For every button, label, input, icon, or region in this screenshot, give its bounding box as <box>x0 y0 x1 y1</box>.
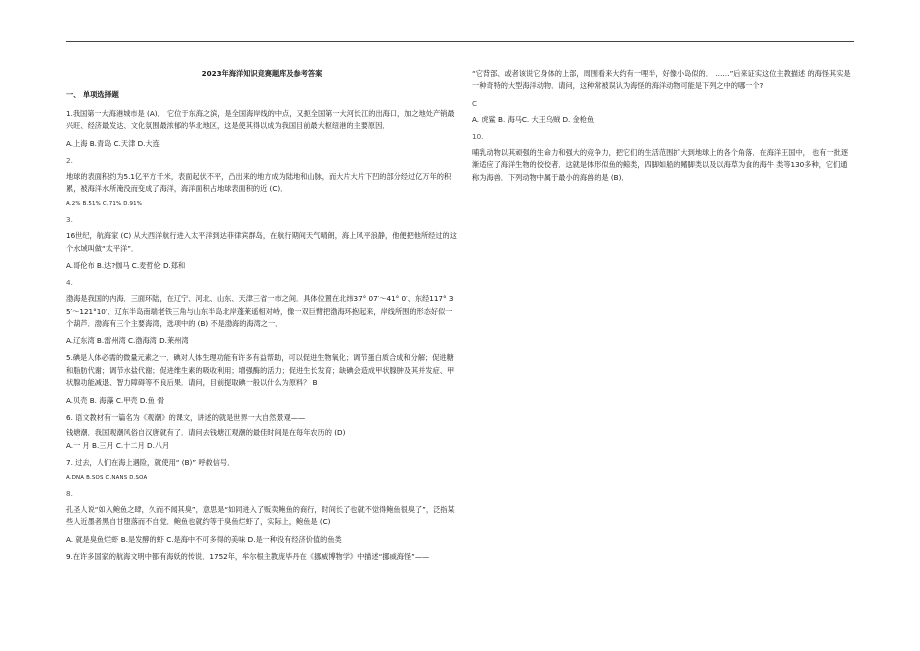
question-9-answer: C <box>472 98 478 108</box>
question-9: 9.在许多国家的航海文明中都有海妖的传说．1752年，牟尔根主教庞毕丹在《挪威博物学》中描述“挪威海怪”—— <box>66 551 430 561</box>
question-3-number: 3. <box>66 215 73 225</box>
question-10-number: 10. <box>472 131 484 141</box>
question-7: 7. 过去，人们在海上遇险，就使用“ (B)” 呼救信号． <box>66 457 235 467</box>
question-1: 1.我国第一大海港城市是 (A)． 它位于东海之滨，是全国海岸线的中点，又扼全国第一大河长江的出海口，加之地处产销最兴旺、经济最发达、文化氛围最浓郁的华北地区，这是使其得以成为我国目前最大枢纽港的主要原因． <box>66 108 455 131</box>
question-9-options: A. 虎鲨 B. 海马C. 大王乌贼 D. 金枪鱼 <box>472 114 595 124</box>
question-6-options: A.一 月 B.三月 C.十二月 D.八月 <box>66 440 170 450</box>
left-column <box>66 68 458 568</box>
question-10: 哺乳动物以其顽强的生命力和强大的竞争力，把它们的生活范围扩大到地球上的各个角落．在海洋王国中， 也有一批逐渐适应了海洋生物的佼佼者．这就是体形似鱼的鲸类，四脚如船的鳍脚类以及以海草为食的海牛 类等130多种，它们通称为海兽．下列动物中属于最小的海兽的是 (B)． <box>472 147 849 182</box>
header-rule <box>66 41 854 42</box>
question-6: 6. 语文教材有一篇名为《观潮》的课文，讲述的就是世界一大自然景观—— <box>66 412 306 422</box>
question-2-number: 2. <box>66 155 73 165</box>
question-4-options: A.辽东湾 B.雷州湾 C.渤海湾 D.莱州湾 <box>66 336 189 346</box>
question-4-number: 4. <box>66 278 73 288</box>
question-9-continued: “它背部、或者该说它身体的上部，周围看来大约有一哩半，好像小岛似的． ……”后来证实这位主教描述 的海怪其实是一种奇特的大型海洋动物．请问，这种常被误认为海怪的海洋动物可能是下列之中的哪一个? <box>472 69 851 91</box>
question-3: 16世纪，航海家 (C) 从大西洋航行进入太平洋到达菲律宾群岛，在航行期间天气晴朗，海上风平浪静，他便把他所经过的这个水域叫做“太平洋”． <box>66 231 457 253</box>
question-5-options: A.贝壳 B. 海藻 C.甲壳 D.鱼 骨 <box>66 395 165 405</box>
question-3-options: A.哥伦布 B.达?伽马 C.麦哲伦 D.郑和 <box>66 261 186 271</box>
question-7-options: A.DNA B.SOS C.NANS D.SOA <box>66 474 148 481</box>
question-6-continued: 钱塘潮．我国观潮风俗自汉唐就有了．请问去钱塘江观潮的最佳时间是在每年农历的 (D) <box>66 428 346 438</box>
question-2: 地球的表面积约为5.1亿平方千米，表面起伏不平，凸出来的地方成为陆地和山脉，而大片大片下凹的部分经过亿万年的积累，被海洋水所淹没而变成了海洋，海洋面积占地球表面积的近 (C)． <box>66 171 452 194</box>
question-8-number: 8. <box>66 488 73 498</box>
question-1-options: A.上海 B.青岛 C.天津 D.大连 <box>66 138 160 148</box>
section-heading: 一、 单项选择题 <box>66 90 119 100</box>
right-column <box>472 68 854 189</box>
question-8: 孔圣人说“如入鲍鱼之肆，久而不闻其臭”，意思是“如同进入了贩卖鲍鱼的商行，时间长了也就不觉得鲍鱼很臭了”，泛指某些人近墨者黑自甘堕落而不自觉．鲍鱼也就约等于臭鱼烂虾了，实际上，鲍鱼是 (C) <box>66 504 455 527</box>
question-2-options: A.2% B.51% C.71% D.91% <box>66 201 143 208</box>
document-title: 2023年海洋知识竞赛题库及参考答案 <box>201 69 323 78</box>
question-5: 5.碘是人体必需的微量元素之一．碘对人体生理功能有许多有益帮助，可以促进生物氧化；调节蛋白质合成和分解；促进糖和脂肪代谢；调节水盐代谢；促进维生素的吸收利用；增强酶的活力；促进生长发育；缺碘会造成甲状腺肿及其并发症、甲状腺功能减退、智力障碍等不良后果．请问，目前提取碘一般以什么为原料？ B <box>66 353 455 388</box>
question-8-options: A. 就是臭鱼烂虾 B.是发酵的虾 C.是海中不可多得的美味 D.是一种没有经济价值的鱼类 <box>66 534 342 544</box>
question-4: 渤海是我国的内海．三面环陆，在辽宁、河北、山东、天津三省一市之间．具体位置在北纬37° 07′～41° 0′、东经117° 35′～121°10′．辽东半岛南端老铁三角与山东半岛北岸蓬莱遥相对峙，像一双巨臂把渤海环抱起来，岸线所围的形态好似一个葫芦．渤海有三个主要海湾，选项中的 (B) 不是渤海的海湾之一． <box>66 294 454 329</box>
